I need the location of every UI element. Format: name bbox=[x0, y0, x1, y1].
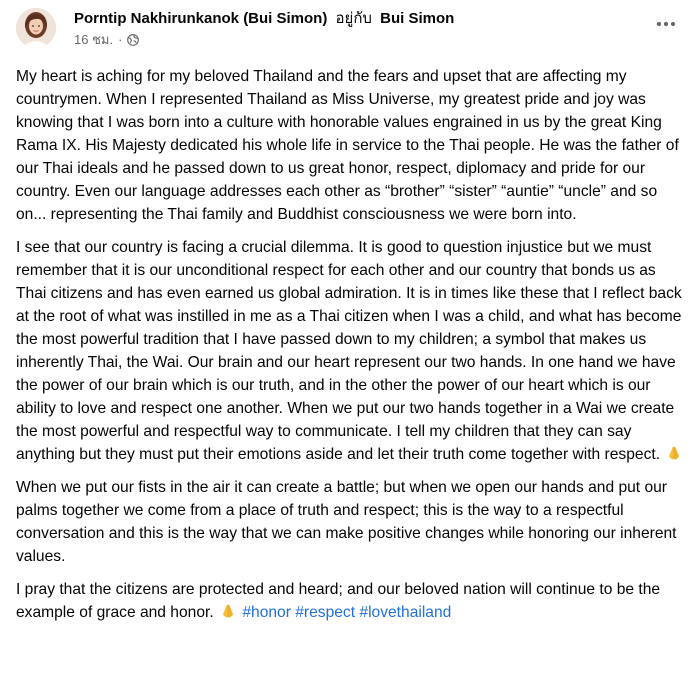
with-text: อยู่กับ bbox=[335, 10, 372, 27]
globe-icon[interactable] bbox=[127, 34, 139, 46]
post-meta bbox=[74, 9, 634, 48]
paragraph-4-text: I pray that the citizens are protected and heard; and our beloved nation will continue to be the example of grace and honor. bbox=[16, 581, 661, 621]
author-name[interactable]: Porntip Nakhirunkanok (Bui Simon) bbox=[74, 10, 328, 27]
author-avatar[interactable] bbox=[16, 8, 56, 48]
hashtag-lovethailand[interactable]: #lovethailand bbox=[359, 604, 452, 621]
post-paragraph-4 bbox=[16, 578, 688, 624]
more-options-icon[interactable] bbox=[652, 14, 680, 34]
post-timestamp[interactable]: 16 ชม. bbox=[74, 32, 114, 47]
post-paragraph-2 bbox=[16, 236, 688, 466]
paragraph-2-text: I see that our country is facing a crucial dilemma. It is good to question injustice but we must remember that it is our unconditional respect for each other and our country that bonds us as Thai citizens and has even earned us global admiration. It is in times like these that I reflect back at the root of what was instilled in me as a Thai citizen when I was a child, and what has become the most powerful tradition that I have passed down to my children; a symbol that makes us inherently Thai, the Wai. Our brain and our heart represent our two hands. In one hand we have the power of our brain which is our truth, and in the other the power of our heart which is our ability to love and respect one another. When we put our two hands together in a Wai we create the most powerful and respectful way to communicate. I tell my children that they can say anything but they must put their emotions aside and let their truth come together with respect. bbox=[16, 239, 682, 463]
separator-dot: · bbox=[118, 32, 123, 47]
post-time-line bbox=[74, 32, 634, 48]
post-header bbox=[16, 8, 684, 54]
author-line bbox=[74, 9, 634, 29]
avatar-image bbox=[16, 8, 56, 48]
post-paragraph-3: When we put our fists in the air it can create a battle; but when we open our hands and put our palms together we come from a place of truth and respect; this is the way to a respectful conversation and this is the way that we can make positive changes while honoring our inherent values. bbox=[16, 479, 677, 565]
tagged-person[interactable]: Bui Simon bbox=[380, 10, 455, 27]
folded-hands-icon bbox=[666, 445, 682, 461]
folded-hands-icon bbox=[220, 603, 236, 619]
post-paragraph-1: My heart is aching for my beloved Thailand and the fears and upset that are affecting my countrymen. When I represented Thailand as Miss Universe, my greatest pride and joy was knowing that I was born into a culture with honorable values engrained in us by the great King Rama IX. His Majesty dedicated his whole life in service to the Thai people. He was the father of our Thai ideals and he passed down to us great honor, respect, diplomacy and pride for our country. Even our language addresses each other as “brother” “sister” “auntie” “uncle” and so on... representing the Thai family and Buddhist consciousness we were born into. bbox=[16, 68, 679, 223]
hashtag-honor[interactable]: #honor bbox=[242, 604, 291, 621]
post-content bbox=[16, 65, 688, 634]
hashtag-respect[interactable]: #respect bbox=[295, 604, 356, 621]
